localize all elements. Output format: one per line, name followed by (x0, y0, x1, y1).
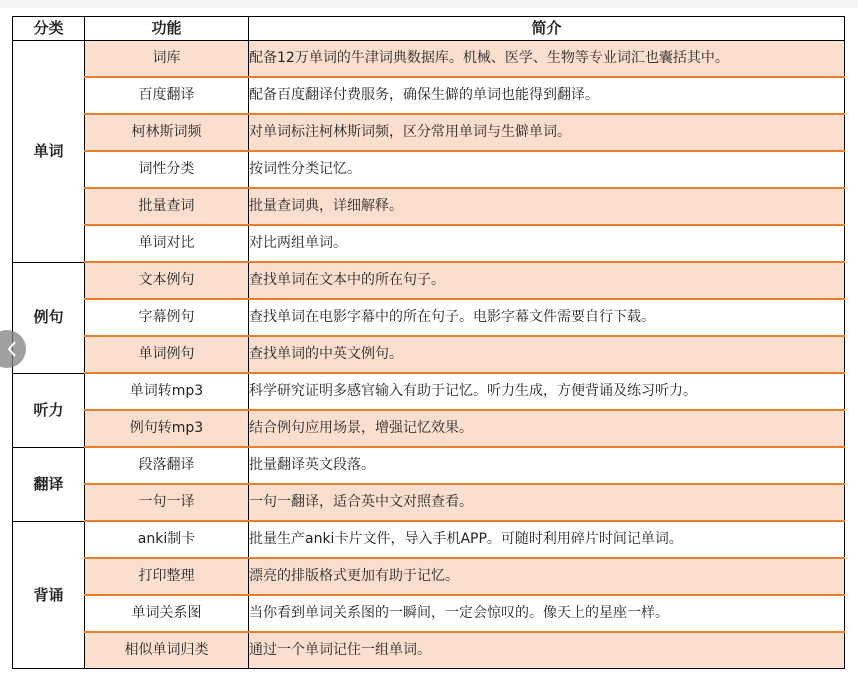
function-cell: 文本例句 (85, 262, 249, 299)
function-cell: 单词转mp3 (85, 373, 249, 410)
function-cell: 单词关系图 (85, 595, 249, 632)
table-row (13, 151, 845, 188)
function-cell: 柯林斯词频 (85, 114, 249, 151)
header-category: 分类 (13, 17, 85, 41)
chevron-left-icon (6, 340, 18, 358)
intro-cell: 按词性分类记忆。 (249, 151, 845, 188)
intro-cell: 科学研究证明多感官输入有助于记忆。听力生成，方便背诵及练习听力。 (249, 373, 845, 410)
function-cell: 例句转mp3 (85, 410, 249, 447)
function-cell: 段落翻译 (85, 447, 249, 484)
header-row (13, 17, 845, 41)
function-cell: 词性分类 (85, 151, 249, 188)
table-row (13, 484, 845, 521)
intro-cell: 配备百度翻译付费服务，确保生僻的单词也能得到翻译。 (249, 77, 845, 114)
header-function: 功能 (85, 17, 249, 41)
intro-cell: 结合例句应用场景，增强记忆效果。 (249, 410, 845, 447)
table-row (13, 447, 845, 484)
category-cell: 例句 (13, 262, 85, 373)
intro-cell: 一句一翻译，适合英中文对照查看。 (249, 484, 845, 521)
table-row (13, 595, 845, 632)
feature-table (12, 16, 845, 669)
table-row (13, 410, 845, 447)
function-cell: 批量查词 (85, 188, 249, 225)
function-cell: 单词对比 (85, 225, 249, 262)
intro-cell: 配备12万单词的牛津词典数据库。机械、医学、生物等专业词汇也囊括其中。 (249, 41, 845, 78)
category-cell: 听力 (13, 373, 85, 447)
table-row (13, 114, 845, 151)
intro-cell: 对比两组单词。 (249, 225, 845, 262)
function-cell: 单词例句 (85, 336, 249, 373)
intro-cell: 批量查词典，详细解释。 (249, 188, 845, 225)
function-cell: 字幕例句 (85, 299, 249, 336)
intro-cell: 通过一个单词记住一组单词。 (249, 632, 845, 669)
intro-cell: 查找单词的中英文例句。 (249, 336, 845, 373)
table-row (13, 521, 845, 558)
table-row (13, 299, 845, 336)
header-intro: 简介 (249, 17, 845, 41)
intro-cell: 批量生产anki卡片文件，导入手机APP。可随时利用碎片时间记单词。 (249, 521, 845, 558)
table-row (13, 188, 845, 225)
table-row (13, 632, 845, 669)
table-row (13, 558, 845, 595)
table-row (13, 262, 845, 299)
intro-cell: 对单词标注柯林斯词频，区分常用单词与生僻单词。 (249, 114, 845, 151)
function-cell: 一句一译 (85, 484, 249, 521)
table-row (13, 41, 845, 78)
category-cell: 翻译 (13, 447, 85, 521)
function-cell: 相似单词归类 (85, 632, 249, 669)
intro-cell: 查找单词在电影字幕中的所在句子。电影字幕文件需要自行下载。 (249, 299, 845, 336)
category-cell: 单词 (13, 41, 85, 263)
function-cell: anki制卡 (85, 521, 249, 558)
function-cell: 词库 (85, 41, 249, 78)
intro-cell: 查找单词在文本中的所在句子。 (249, 262, 845, 299)
intro-cell: 当你看到单词关系图的一瞬间，一定会惊叹的。像天上的星座一样。 (249, 595, 845, 632)
page (0, 8, 858, 686)
category-cell: 背诵 (13, 521, 85, 669)
table-row (13, 225, 845, 262)
function-cell: 打印整理 (85, 558, 249, 595)
table-row (13, 336, 845, 373)
function-cell: 百度翻译 (85, 77, 249, 114)
intro-cell: 批量翻译英文段落。 (249, 447, 845, 484)
table-row (13, 77, 845, 114)
table-row (13, 373, 845, 410)
intro-cell: 漂亮的排版格式更加有助于记忆。 (249, 558, 845, 595)
